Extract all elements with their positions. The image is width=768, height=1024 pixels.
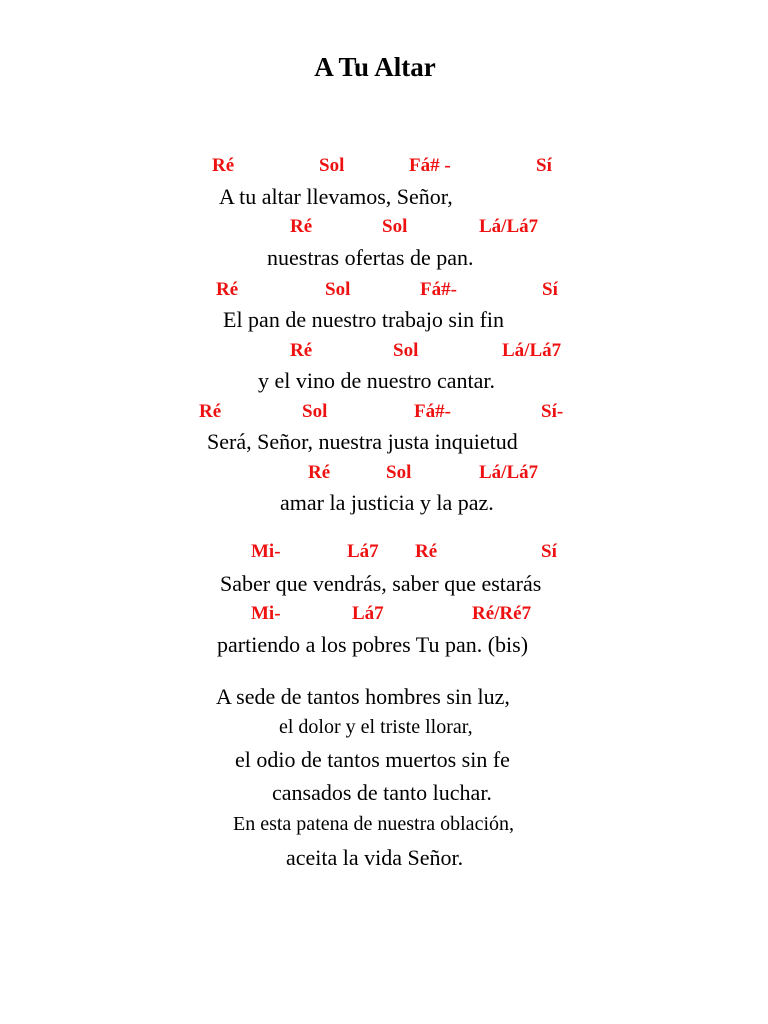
chord: Sol	[325, 279, 351, 300]
lyric-line: partiendo a los pobres Tu pan. (bis)	[217, 632, 529, 657]
chord: Ré	[308, 462, 331, 483]
chord: Lá/Lá7	[479, 462, 539, 483]
chord: Mi-	[251, 603, 281, 624]
lyric-line: cansados de tanto luchar.	[272, 780, 492, 805]
chord: Sí	[542, 279, 558, 300]
chord: Ré	[415, 541, 438, 562]
lyric-line: y el vino de nuestro cantar.	[258, 368, 496, 393]
chord: Ré	[290, 340, 313, 361]
chord: Ré	[199, 401, 222, 422]
chord: Lá/Lá7	[479, 216, 539, 237]
lyric-line: Saber que vendrás, saber que estarás	[220, 571, 542, 596]
chord: Ré	[212, 155, 235, 176]
chord: Lá7	[347, 541, 379, 562]
chord: Sol	[319, 155, 345, 176]
lyric-line: El pan de nuestro trabajo sin fin	[223, 307, 505, 332]
lyric-line: amar la justicia y la paz.	[280, 490, 494, 515]
chord: Ré/Ré7	[472, 603, 532, 624]
chord: Sol	[393, 340, 419, 361]
lyric-line: el dolor y el triste llorar,	[279, 716, 473, 738]
lyric-line: nuestras ofertas de pan.	[267, 245, 474, 270]
chord: Sol	[302, 401, 328, 422]
chord: Lá7	[352, 603, 384, 624]
chord: Sí	[541, 541, 557, 562]
chord: Sí	[536, 155, 552, 176]
lyric-line: Será, Señor, nuestra justa inquietud	[207, 429, 518, 454]
chord: Fá# -	[409, 155, 451, 176]
lyric-line: A sede de tantos hombres sin luz,	[216, 684, 510, 709]
lyric-line: el odio de tantos muertos sin fe	[235, 747, 510, 772]
chord: Lá/Lá7	[502, 340, 562, 361]
chord: Mi-	[251, 541, 281, 562]
lyric-line: En esta patena de nuestra oblación,	[233, 813, 514, 835]
chord: Sí-	[541, 401, 564, 422]
chord: Sol	[382, 216, 408, 237]
lyric-line: aceita la vida Señor.	[286, 845, 464, 870]
lyric-line: A tu altar llevamos, Señor,	[219, 184, 453, 209]
chord: Ré	[216, 279, 239, 300]
chord: Fá#-	[420, 279, 457, 300]
chord: Sol	[386, 462, 412, 483]
chord: Ré	[290, 216, 313, 237]
song-title: A Tu Altar	[314, 52, 436, 82]
chord: Fá#-	[414, 401, 451, 422]
